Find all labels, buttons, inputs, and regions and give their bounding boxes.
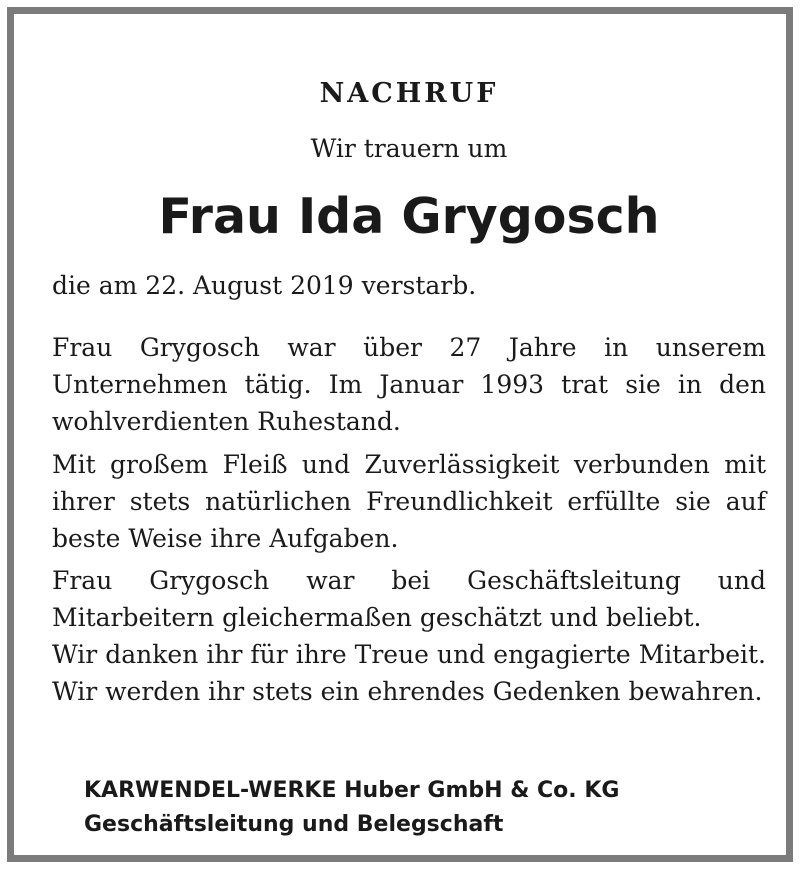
signature-block (84, 774, 724, 842)
date-of-death-line: die am 22. August 2019 verstarb. (52, 271, 477, 300)
paragraph-employment: Frau Grygosch war über 27 Jahre in unserem Unternehmen tätig. Im Januar 1993 trat sie in den wohlverdienten Ruhestand. (52, 333, 766, 436)
paragraph-gratitude: Wir danken ihr für ihre Treue und engagierte Mitarbeit. Wir werden ihr stets ein ehrendes Gedenken bewahren. (52, 640, 766, 706)
signature-department: Geschäftsleitung und Belegschaft (84, 812, 504, 837)
notice-intro: Wir trauern um (310, 134, 508, 163)
notice-frame (7, 7, 793, 862)
paragraph-diligence: Mit großem Fleiß und Zuverlässigkeit verbunden mit ihrer stets natürlichen Freundlichkeit erfüllte sie auf beste Weise ihre Aufgaben. (52, 450, 766, 553)
paragraph-esteem: Frau Grygosch war bei Geschäftsleitung und Mitarbeitern gleichermaßen geschätzt und beliebt. (52, 566, 766, 632)
signature-company: KARWENDEL-WERKE Huber GmbH & Co. KG (84, 778, 620, 803)
deceased-name: Frau Ida Grygosch (158, 188, 660, 245)
notice-heading: NACHRUF (319, 78, 499, 109)
